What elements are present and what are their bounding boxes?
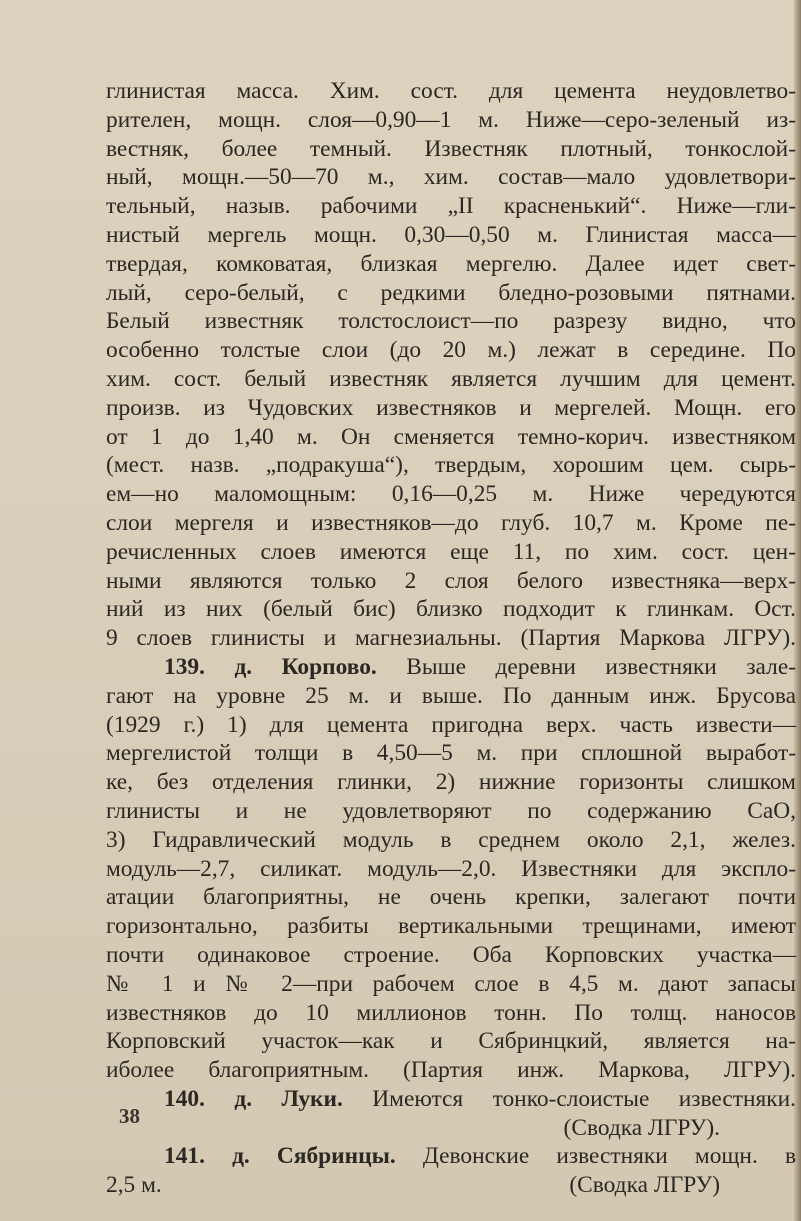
entry-text: Имеются тонко-слоистые известняки. [372,1085,796,1112]
text-line: ный, мощн.—50—70 м., хим. состав—мало удовлетвори- [106,164,796,191]
text-line: слои мергеля и известняков—до глуб. 10,7 м. Кроме пе- [106,509,796,536]
text-line: вестняк, более темный. Известняк плотный, тонкослой- [106,135,796,162]
entry-place: д. Корпово. [234,653,377,680]
entry-text: Выше деревни известняки зале- [406,653,796,680]
text-line: нистый мергель мощн. 0,30—0,50 м. Глинистая масса— [106,221,796,248]
text-line: ем—но маломощным: 0,16—0,25 м. Ниже чередуются [106,481,796,508]
text-line: атации благоприятны, не очень крепки, залегают почти [106,884,796,911]
text-line: Корповский участок—как и Сябринцкий, является на- [106,1028,796,1055]
text-line: особенно толстые слои (до 20 м.) лежат в середине. По [106,337,796,364]
text-line: № 1 и № 2—при рабочем слое в 4,5 м. дают запасы [106,970,796,997]
text-line: модуль—2,7, силикат. модуль—2,0. Известняки для экспло- [106,855,796,882]
page-text [106,77,796,1200]
text-line: рителен, мощн. слоя—0,90—1 м. Ниже—серо-зеленый из- [106,106,796,133]
entry-number: 140. [164,1085,205,1112]
text-line: глинистая масса. Хим. сост. для цемента неудовлетво- [106,78,796,104]
text-line: мергелистой толщи в 4,50—5 м. при сплошной выработ- [106,740,796,767]
text-line: от 1 до 1,40 м. Он сменяется темно-корич. известняком [106,423,796,450]
text-line: ке, без отделения глинки, 2) нижние горизонты слишком [106,769,796,796]
entry-139-heading [106,653,796,682]
text-line: почти одинаковое строение. Оба Корповских участка— [106,941,796,968]
text-line: глинисты и не удовлетворяют по содержанию СаО, [106,797,796,824]
entry-number: 139. [164,653,205,680]
entry-text: Девонские известняки мощн. в [422,1143,796,1170]
text-line: твердая, комковатая, близкая мергелю. Далее идет свет- [106,250,796,277]
text-line: (1929 г.) 1) для цемента пригодна верх. часть извести— [106,711,796,738]
text-line: 9 слоев глинисты и магнезиальны. (Партия Маркова ЛГРУ). [106,625,796,652]
text-line: горизонтально, разбиты вертикальными трещинами, имеют [106,913,796,940]
text-line: иболее благоприятным. (Партия инж. Маркова, ЛГРУ). [106,1057,796,1084]
text-line: известняков до 10 миллионов тонн. По толщ. наносов [106,999,796,1026]
text-line: лый, серо-белый, с редкими бледно-розовыми пятнами. [106,279,796,306]
text-line: Белый известняк толстослоист—по разрезу видно, что [106,308,796,335]
entry-place: д. Луки. [234,1085,343,1112]
text-line: речисленных слоев имеются еще 11, по хим. сост. цен- [106,538,796,565]
text-line: ний из них (белый бис) близко подходит к глинкам. Ост. [106,596,796,623]
entry-number: 141. [164,1143,205,1170]
text-line: ными являются только 2 слоя белого известняка—верх- [106,567,796,594]
text-line: хим. сост. белый известняк является лучшим для цемент. [106,365,796,392]
entry-141-heading [106,1142,796,1171]
text-line: тельный, назыв. рабочими „II красненький“. Ниже—гли- [106,193,796,220]
text-line: гают на уровне 25 м. и выше. По данным инж. Брусова [106,682,796,709]
entry-place: д. Сябринцы. [232,1143,396,1170]
entry-text: 2,5 м. [106,1172,162,1199]
text-line: (мест. назв. „подракуша“), твердым, хорошим цем. сырь- [106,452,796,479]
entry-141-last-line [106,1171,796,1200]
text-line: произв. из Чудовских известняков и мергелей. Мощн. его [106,394,796,421]
entry-141-source: (Сводка ЛГРУ) [569,1172,720,1199]
entry-140-heading [106,1085,796,1114]
page-number: 38 [119,1104,140,1128]
entry-140-source: (Сводка ЛГРУ). [563,1114,720,1141]
text-line: 3) Гидравлический модуль в среднем около 2,1, желез. [106,826,796,853]
